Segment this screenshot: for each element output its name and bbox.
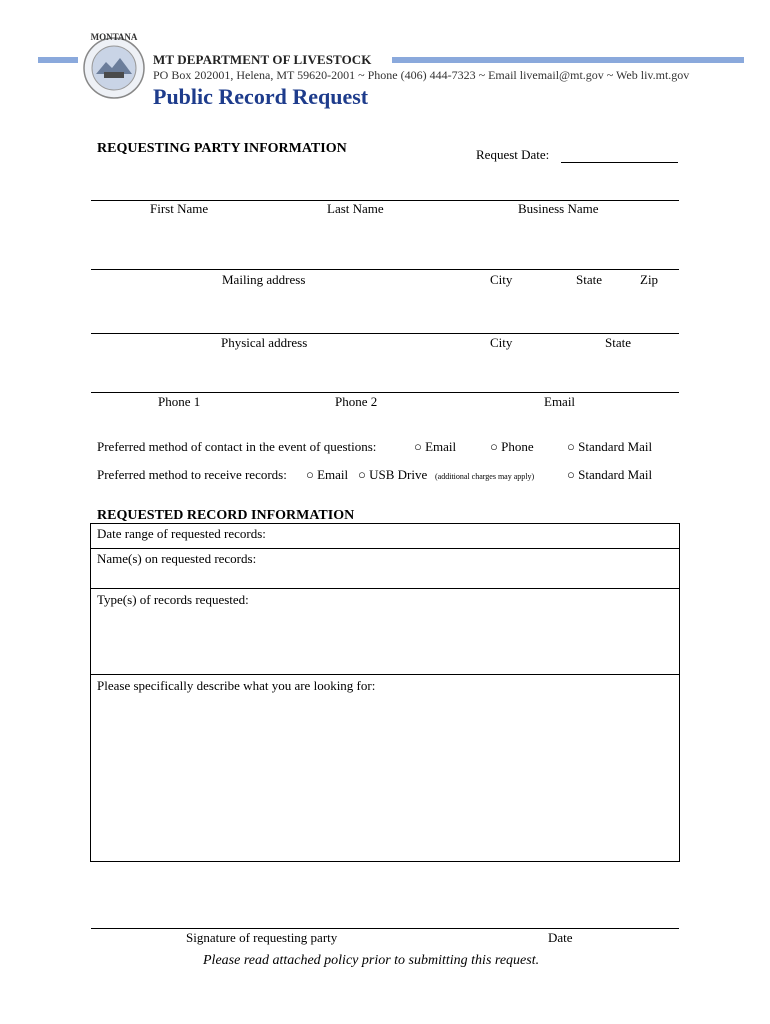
record-names-field[interactable] (91, 549, 679, 589)
email-label: Email (544, 394, 576, 409)
phone1-label: Phone 1 (158, 394, 201, 409)
request-date-field[interactable] (561, 162, 678, 163)
requested-record-table (90, 523, 680, 862)
record-names-label: Name(s) on requested records: (97, 551, 257, 566)
mailing-state-label: State (576, 272, 602, 287)
logo-text: MONTANA (90, 32, 138, 42)
department-name: MT DEPARTMENT OF LIVESTOCK (153, 52, 372, 67)
receive-mail-radio[interactable]: ○ Standard Mail (567, 467, 653, 482)
date-range-label: Date range of requested records: (97, 526, 266, 541)
description-field[interactable] (91, 675, 679, 859)
signature-line[interactable] (91, 928, 679, 929)
business-name-label: Business Name (518, 201, 599, 216)
signature-date-label: Date (548, 930, 573, 945)
first-name-label: First Name (150, 201, 209, 216)
receive-preference-label: Preferred method to receive records: (97, 467, 287, 482)
contact-preference-label: Preferred method of contact in the event of questions: (97, 439, 377, 454)
montana-seal-logo (78, 30, 150, 102)
physical-state-label: State (605, 335, 631, 350)
description-label: Please specifically describe what you are looking for: (97, 678, 376, 693)
contact-email-radio[interactable]: ○ Email (414, 439, 457, 454)
phone-email-line[interactable] (91, 392, 679, 393)
contact-mail-radio[interactable]: ○ Standard Mail (567, 439, 653, 454)
requesting-party-heading: REQUESTING PARTY INFORMATION (97, 141, 347, 156)
last-name-label: Last Name (327, 201, 384, 216)
mailing-address-line[interactable] (91, 269, 679, 270)
mailing-address-label: Mailing address (222, 272, 306, 287)
physical-city-label: City (490, 335, 513, 350)
mailing-city-label: City (490, 272, 513, 287)
phone2-label: Phone 2 (335, 394, 378, 409)
date-range-field[interactable] (91, 524, 679, 549)
page-title: Public Record Request (153, 84, 369, 109)
header-bar-right (392, 57, 744, 63)
signature-label: Signature of requesting party (186, 930, 338, 945)
contact-phone-radio[interactable]: ○ Phone (490, 439, 534, 454)
record-types-label: Type(s) of records requested: (97, 592, 249, 607)
request-date-label: Request Date: (476, 147, 550, 162)
requested-record-heading: REQUESTED RECORD INFORMATION (97, 508, 355, 523)
receive-email-radio[interactable]: ○ Email (306, 467, 349, 482)
physical-address-line[interactable] (91, 333, 679, 334)
receive-usb-radio[interactable]: ○ USB Drive (358, 467, 428, 482)
header-bar-left (38, 57, 78, 63)
mailing-zip-label: Zip (640, 272, 659, 287)
physical-address-label: Physical address (221, 335, 308, 350)
record-types-field[interactable] (91, 589, 679, 675)
policy-note: Please read attached policy prior to submitting this request. (203, 953, 540, 968)
contact-line: PO Box 202001, Helena, MT 59620-2001 ~ Phone (406) 444-7323 ~ Email livemail@mt.gov ~ Web liv.mt.gov (153, 68, 690, 82)
usb-charge-note: (additional charges may apply) (435, 472, 535, 481)
